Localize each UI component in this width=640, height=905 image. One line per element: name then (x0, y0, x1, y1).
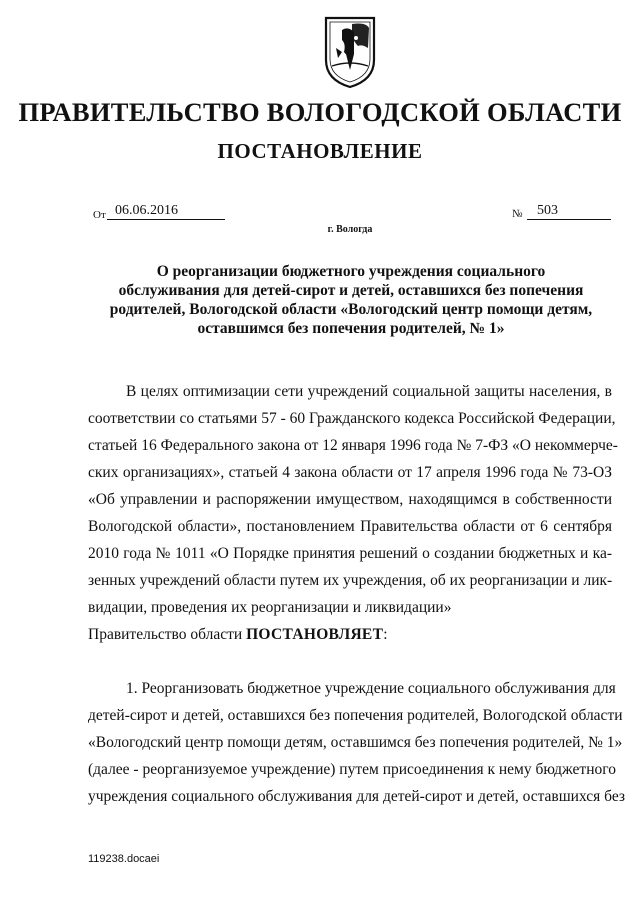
decree-suffix: : (383, 626, 388, 643)
subject-line: родителей, Вологодской области «Вологодский центр помощи детям, (109, 301, 593, 318)
date-label: От (93, 209, 106, 221)
footer-filename: 119238.docaei (88, 853, 160, 865)
document-subject (88, 262, 614, 338)
preamble-line: Вологодской области», постановлением Правительства области от 6 сентября (88, 518, 612, 535)
preamble-line: видации, проведения их реорганизации и ликвидации» (88, 599, 452, 616)
preamble-line: «Об управлении и распоряжении имуществом, находящимся в собственности (88, 491, 612, 508)
item-line: «Вологодский центр помощи детям, оставшимся без попечения родителей, № 1» (88, 734, 623, 751)
document-date: 06.06.2016 (115, 203, 178, 218)
subject-line: обслуживания для детей-сирот и детей, оставшихся без попечения (118, 282, 584, 299)
preamble-line: ских организациях», статьей 4 закона области от 17 апреля 1996 года № 73-ОЗ (88, 464, 612, 481)
subject-line: О реорганизации бюджетного учреждения социального (156, 263, 546, 280)
paragraph-gap (88, 648, 612, 675)
number-label: № (512, 208, 523, 220)
decree-prefix: Правительство области (88, 626, 247, 643)
preamble-line: 2010 года № 1011 «О Порядке принятия решений о создании бюджетных и ка- (88, 545, 612, 562)
decree-word: ПОСТАНОВЛЯЕТ (246, 626, 384, 643)
item-line: учреждения социального обслуживания для детей-сирот и детей, оставшихся без (88, 788, 626, 805)
preamble-line: статьей 16 Федерального закона от 12 января 1996 года № 7-ФЗ «О некоммерче- (88, 437, 618, 454)
subject-line: оставшимся без попечения родителей, № 1» (197, 320, 505, 337)
item-line: (далее - реорганизуемое учреждение) путем присоединения к нему бюджетного (88, 761, 616, 778)
document-body (88, 378, 626, 810)
date-underline (107, 219, 225, 220)
vologda-coat-of-arms-icon (322, 14, 378, 90)
item-line: 1. Реорганизовать бюджетное учреждение социального обслуживания для (126, 680, 616, 697)
city-label: г. Вологда (327, 224, 373, 235)
number-underline (527, 219, 611, 220)
document-number: 503 (537, 203, 558, 218)
decree-line (88, 621, 612, 648)
preamble-line: соответствии со статьями 57 - 60 Гражданского кодекса Российской Федерации, (88, 410, 616, 427)
preamble-line: зенных учреждений области путем их учреждения, об их реорганизации и лик- (88, 572, 613, 589)
document-type: ПОСТАНОВЛЕНИЕ (217, 139, 423, 163)
government-title: ПРАВИТЕЛЬСТВО ВОЛОГОДСКОЙ ОБЛАСТИ (18, 97, 622, 127)
item-line: детей-сирот и детей, оставшихся без попечения родителей, Вологодской области (88, 707, 623, 724)
preamble-line: В целях оптимизации сети учреждений социальной защиты населения, в (126, 383, 612, 400)
